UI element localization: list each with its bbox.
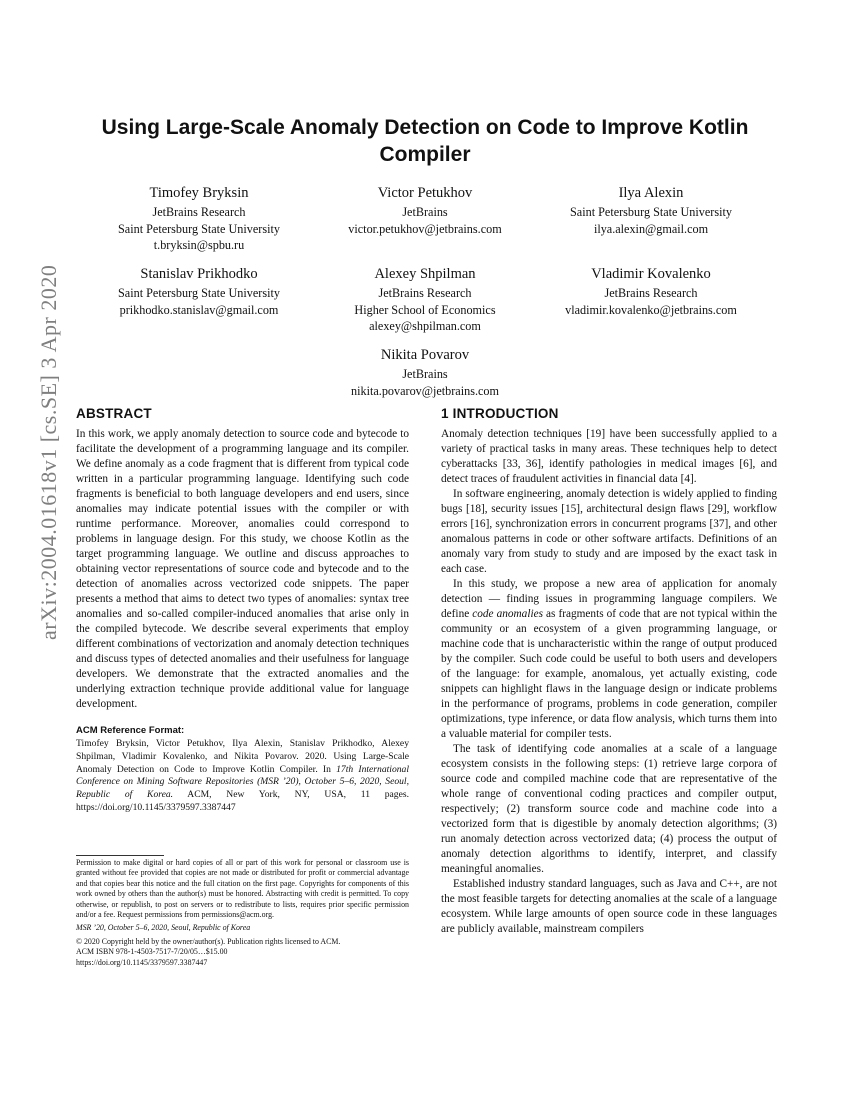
author-block <box>305 265 545 335</box>
author-name: Vladimir Kovalenko <box>591 266 711 282</box>
left-column <box>76 406 409 815</box>
author-email: nikita.povarov@jetbrains.com <box>351 383 499 398</box>
author-affiliation: JetBrains <box>402 205 448 219</box>
author-block <box>305 346 545 399</box>
author-affiliation: Saint Petersburg State University <box>570 205 732 219</box>
author-affiliation: Saint Petersburg State University <box>118 286 280 300</box>
author-name: Ilya Alexin <box>618 185 684 201</box>
intro-paragraph: The task of identifying code anomalies at a scale of a language ecosystem consists in the following steps: (1) retrieve large corpora of source code and compiled machine code that are representative of the whole range of conventional coding practices and compiler output, respectively; (2) transform source code and machine code into a vectorized form that is digestible by anomaly detection algorithms; (3) run anomaly detection across vectorized data; (4) process the output of anomaly detection algorithms to identify, interpret, and classify meaningful anomalies. <box>441 743 777 875</box>
acm-reference-heading: ACM Reference Format: <box>76 725 185 736</box>
author-affiliation: JetBrains Research <box>152 205 246 219</box>
author-block <box>79 265 319 318</box>
author-name: Timofey Bryksin <box>149 185 249 201</box>
author-email: prikhodko.stanislav@gmail.com <box>119 302 279 317</box>
introduction-heading: 1 INTRODUCTION <box>441 406 559 421</box>
acm-reference-venue: 17th International Conference on Mining Software Repositories (MSR ’20), October 5–6, 2020, Seoul, Republic of Korea. <box>76 763 409 801</box>
paper-title: Using Large-Scale Anomaly Detection on Code to Improve Kotlin Compiler <box>101 116 749 166</box>
author-block <box>531 265 771 318</box>
footnote <box>76 858 409 968</box>
author-name: Nikita Povarov <box>380 347 470 363</box>
author-email: alexey@shpilman.com <box>369 319 481 333</box>
doi: https://doi.org/10.1145/3379597.3387447 <box>76 957 208 967</box>
author-affiliation: JetBrains <box>402 367 448 381</box>
footnote-venue: MSR ’20, October 5–6, 2020, Seoul, Republic of Korea <box>76 923 251 933</box>
intro-paragraph: In software engineering, anomaly detection is widely applied to finding bugs [18], security issues [15], architectural design flaws [29], workflow errors [16], synchronization errors in concurrent programs [37], and other anomalous patterns in code or other software artifacts. Definitions of an anomaly vary from study to study and are imposed by the exact task in each case. <box>441 488 777 575</box>
abstract-heading: ABSTRACT <box>76 406 152 421</box>
intro-paragraph: In this study, we propose a new area of application for anomaly detection — finding issues in programming language compilers. We define code anomalies as fragments of code that are not typical within the community or an ecosystem of a given programming language, or machine code that is uncharacteristic within the range of output produced by the compiler. Such code could be useful to both users and developers of the language: for example, anomalous, yet actually existing, code snippets can highlight flaws in the language design or indicate problems in the performance of programs, problems in code generation, compiler optimizations, type inference, or data flow analysis, which turns them into a valuable material for compiler tests. <box>441 578 777 740</box>
author-name: Stanislav Prikhodko <box>140 266 258 282</box>
author-affiliation: Higher School of Economics <box>354 302 496 317</box>
author-block <box>79 184 319 254</box>
intro-paragraph: Established industry standard languages, such as Java and C++, are not the most feasible targets for detecting anomalies at the scale of a language ecosystem. While large amounts of open source code in these languages are publicly available, mainstream compilers <box>441 878 777 935</box>
author-block <box>531 184 771 237</box>
author-email: vladimir.kovalenko@jetbrains.com <box>565 302 737 317</box>
right-column <box>441 406 777 937</box>
intro-paragraph: Anomaly detection techniques [19] have been successfully applied to a variety of practical tasks in many areas. These techniques help to detect cyberattacks [33, 36], identify pathologies in medical images [6], and detect traces of fraudulent activities in financial data [4]. <box>441 428 777 485</box>
abstract-text: In this work, we apply anomaly detection to source code and bytecode to facilitate the development of a programming language and its compiler. We define anomaly as a code fragment that is different from typical code written in a particular programming language. Identifying such code fragments is beneficial to both language developers and end users, since anomalies may indicate potential issues with the compiler or with runtime performance. Moreover, anomalies could correspond to problems in language design. For this study, we choose Kotlin as the target programming language. We outline and discuss approaches to obtaining vector representations of source code and bytecode and to the detection of anomalies across vectorized code snippets. The paper presents a method that aims to detect two types of anomalies: syntax tree anomalies and so-called compiler-induced anomalies that arise only in the compiled bytecode. We describe several experiments that employ different combinations of vectorization and anomaly detection techniques and discuss types of detected anomalies and their usefulness for language developers. We demonstrate that the extracted anomalies and the underlying extraction technique provide additional value for language development. <box>76 428 409 710</box>
author-name: Victor Petukhov <box>377 185 473 201</box>
author-email: t.bryksin@spbu.ru <box>153 238 245 252</box>
arxiv-identifier: arXiv:2004.01618v1 [cs.SE] 3 Apr 2020 <box>36 264 61 640</box>
copyright-notice: © 2020 Copyright held by the owner/author(s). Publication rights licensed to ACM. <box>76 936 341 946</box>
emphasis: code anomalies <box>472 608 544 620</box>
acm-reference-text: Timofey Bryksin, Victor Petukhov, Ilya Alexin, Stanislav Prikhodko, Alexey Shpilman, Vladimir Kovalenko, and Nikita Povarov. 2020. Using Large-Scale Anomaly Detection on Code to Improve Kotlin Compiler. In 17th International Conference on Mining Software Repositories (MSR ’20), October 5–6, 2020, Seoul, Republic of Korea. ACM, New York, NY, USA, 11 pages. https://doi.org/10.1145/3379597.3387447 <box>76 738 409 813</box>
author-block <box>305 184 545 237</box>
author-name: Alexey Shpilman <box>374 266 476 282</box>
author-affiliation: JetBrains Research <box>378 286 472 300</box>
isbn: ACM ISBN 978-1-4503-7517-7/20/05…$15.00 <box>76 947 228 957</box>
permission-notice: Permission to make digital or hard copies of all or part of this work for personal or classroom use is granted without fee provided that copies are not made or distributed for profit or commercial advantage and that copies bear this notice and the full citation on the first page. Copyrights for components of this work owned by others than the author(s) must be honored. Abstracting with credit is permitted. To copy otherwise, or republish, to post on servers or to redistribute to lists, requires prior specific permission and/or a fee. Request permissions from permissions@acm.org. <box>76 858 409 920</box>
author-affiliation: JetBrains Research <box>604 286 698 300</box>
author-affiliation: Saint Petersburg State University <box>118 221 280 236</box>
author-email: ilya.alexin@gmail.com <box>593 221 709 236</box>
author-email: victor.petukhov@jetbrains.com <box>348 221 502 236</box>
footnote-rule <box>76 855 164 856</box>
